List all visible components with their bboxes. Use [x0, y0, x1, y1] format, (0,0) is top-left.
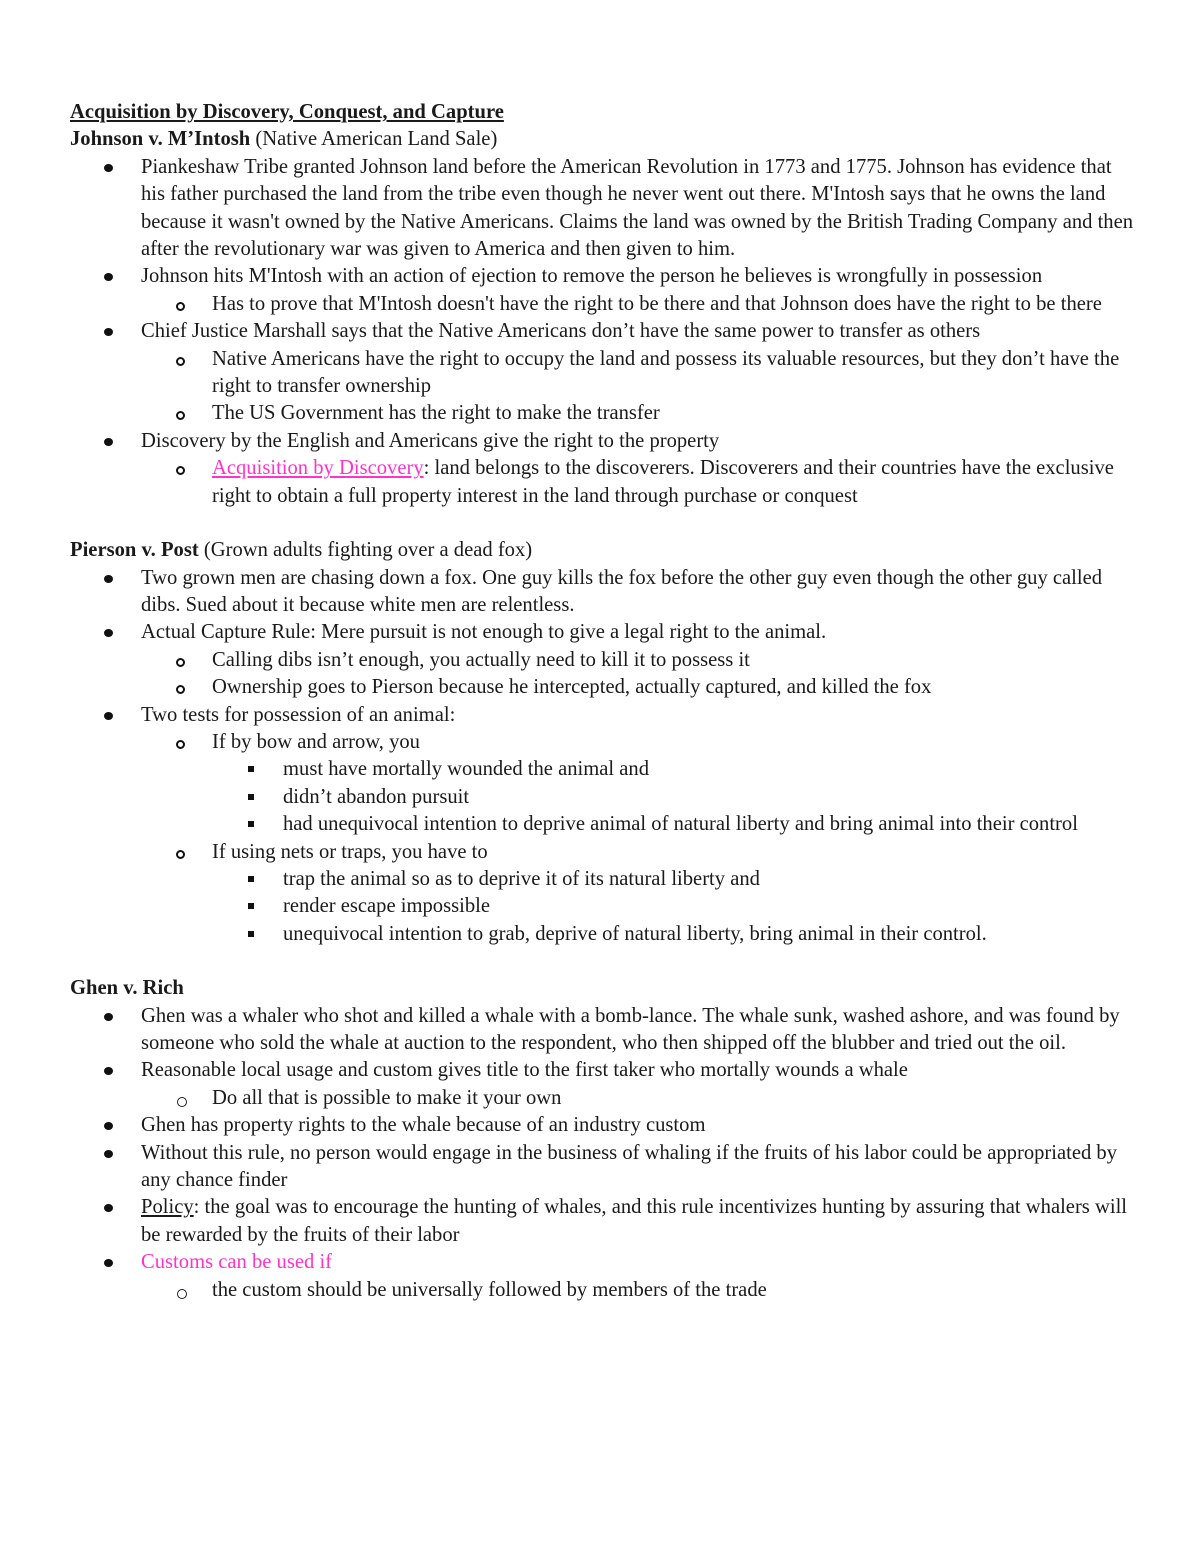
case-pierson [70, 537, 1140, 948]
list-item [141, 400, 1140, 427]
sub-list [141, 455, 1140, 510]
circle-bullet-icon [176, 740, 185, 749]
list-item [141, 729, 1140, 839]
case-heading-pierson [70, 537, 1140, 564]
list-item-text: Has to prove that M'Intosh doesn't have the right to be there and that Johnson does have the right to be there [212, 292, 1102, 315]
bullet-icon [104, 1150, 113, 1158]
circle-bullet-icon [176, 302, 185, 311]
bullet-icon [104, 328, 113, 336]
list-item-text: If using nets or traps, you have to [212, 840, 488, 863]
circle-bullet-icon [176, 466, 185, 475]
square-bullet-icon [248, 766, 254, 772]
square-bullet-icon [248, 794, 254, 800]
list-item-text: : land belongs to the discoverers. Discoverers and their countries have the exclusive right to obtain a full property interest in the land through purchase or conquest [212, 457, 1114, 507]
sub-list [141, 1277, 1140, 1304]
list-item [141, 647, 1140, 674]
case-heading-ghen [70, 975, 1140, 1002]
list-item [141, 1277, 1140, 1304]
bullet-icon [104, 712, 113, 720]
list-item [70, 1140, 1140, 1195]
list-item-text: Two grown men are chasing down a fox. One guy kills the fox before the other guy even though the other guy called dibs. Sued about it because white men are relentless. [141, 566, 1103, 616]
list-item-text: The US Government has the right to make the transfer [212, 402, 660, 425]
list-item-text: unequivocal intention to grab, deprive of natural liberty, bring animal in their control. [283, 922, 987, 945]
list-item [70, 428, 1140, 510]
bullet-list [70, 1003, 1140, 1304]
case-heading-johnson [70, 126, 1140, 153]
list-item-text: Without this rule, no person would engage in the business of whaling if the fruits of his labor could be appropriated by any chance finder [141, 1141, 1118, 1192]
list-item-text: Two tests for possession of an animal: [141, 703, 456, 726]
list-item [212, 784, 1140, 811]
list-item [141, 1085, 1140, 1112]
list-item [212, 921, 1140, 948]
list-item-text: Johnson hits M'Intosh with an action of ejection to remove the person he believes is wrongfully in possession [141, 265, 1043, 288]
list-item [70, 154, 1140, 264]
list-item [70, 1194, 1140, 1249]
list-item-text: : the goal was to encourage the hunting of whales, and this rule incentivizes hunting by assuring that whalers will be rewarded by the fruits of their labor [141, 1196, 1128, 1246]
document-page [70, 99, 1140, 1304]
list-item [70, 1057, 1140, 1112]
document-title: Acquisition by Discovery, Conquest, and Capture [70, 101, 504, 123]
list-item [70, 702, 1140, 949]
sub-sub-list [212, 756, 1140, 838]
bullet-icon [104, 1204, 113, 1212]
sub-list [141, 346, 1140, 428]
list-item-text: Ownership goes to Pierson because he intercepted, actually captured, and killed the fox [212, 676, 932, 699]
case-subtitle: (Native American Land Sale) [255, 128, 498, 151]
list-item-text: Discovery by the English and Americans give the right to the property [141, 429, 720, 452]
list-item-text: Ghen was a whaler who shot and killed a whale with a bomb-lance. The whale sunk, washed ashore, and was found by someone who sold the whale at auction to the respondent, who then shipped off the blubber and tried out the oil. [141, 1004, 1120, 1054]
list-item-text: the custom should be universally followed by members of the trade [212, 1278, 767, 1301]
list-item [141, 674, 1140, 701]
bullet-icon [104, 438, 113, 446]
highlighted-text: Customs can be used if [141, 1251, 333, 1274]
list-item-text: Chief Justice Marshall says that the Native Americans don’t have the same power to transfer as others [141, 320, 981, 343]
list-item [70, 1112, 1140, 1139]
case-name: Pierson v. Post [70, 539, 199, 562]
sub-list [141, 291, 1140, 318]
case-ghen [70, 975, 1140, 1304]
list-item [141, 455, 1140, 510]
circle-bullet-icon [176, 850, 185, 859]
list-item [70, 263, 1140, 318]
list-item-text: Native Americans have the right to occupy the land and possess its valuable resources, but they don’t have the right to transfer ownership [212, 347, 1120, 398]
policy-term: Policy [141, 1196, 194, 1219]
bullet-icon [104, 629, 113, 637]
bullet-icon [104, 1013, 113, 1021]
bullet-icon [104, 575, 113, 583]
list-item-text: render escape impossible [283, 895, 491, 918]
list-item [70, 565, 1140, 620]
circle-bullet-icon [176, 685, 185, 694]
bullet-list [70, 154, 1140, 510]
circle-bullet-icon [177, 1289, 187, 1299]
list-item [70, 1249, 1140, 1304]
list-item-text: Piankeshaw Tribe granted Johnson land before the American Revolution in 1773 and 1775. Johnson has evidence that his father purchased the land from the tribe even though he never went out there. M'Intosh says that he owns the land because it wasn't owned by the Native Americans. Claims the land was owned by the British Trading Company and then after the revolutionary war was given to America and then given to him. [141, 155, 1134, 261]
square-bullet-icon [248, 876, 254, 882]
bullet-icon [104, 1259, 113, 1267]
list-item [212, 893, 1140, 920]
bullet-list [70, 565, 1140, 949]
list-item-text: had unequivocal intention to deprive animal of natural liberty and bring animal into their control [283, 813, 1078, 836]
circle-bullet-icon [176, 357, 185, 366]
case-johnson [70, 126, 1140, 510]
list-item [70, 318, 1140, 428]
list-item [70, 1003, 1140, 1058]
list-item [212, 866, 1140, 893]
circle-bullet-icon [176, 411, 185, 420]
list-item-text: Reasonable local usage and custom gives title to the first taker who mortally wounds a whale [141, 1059, 908, 1082]
list-item-text: Calling dibs isn’t enough, you actually need to kill it to possess it [212, 648, 750, 671]
list-item-text: Do all that is possible to make it your own [212, 1086, 562, 1109]
square-bullet-icon [248, 903, 254, 909]
square-bullet-icon [248, 821, 254, 827]
list-item-text: didn’t abandon pursuit [283, 785, 470, 808]
bullet-icon [104, 1067, 113, 1075]
list-item-text: trap the animal so as to deprive it of its natural liberty and [283, 867, 760, 890]
list-item [141, 839, 1140, 949]
circle-bullet-icon [176, 658, 185, 667]
sub-list [141, 729, 1140, 948]
case-name: Ghen v. Rich [70, 977, 184, 1000]
definition-term-link[interactable]: Acquisition by Discovery [212, 457, 424, 480]
square-bullet-icon [248, 931, 254, 937]
list-item-text: Actual Capture Rule: Mere pursuit is not enough to give a legal right to the animal. [141, 621, 827, 644]
list-item [212, 756, 1140, 783]
sub-sub-list [212, 866, 1140, 948]
list-item [212, 811, 1140, 838]
list-item [141, 291, 1140, 318]
list-item-text: must have mortally wounded the animal and [283, 758, 650, 781]
bullet-icon [104, 273, 113, 281]
sub-list [141, 1085, 1140, 1112]
case-subtitle: (Grown adults fighting over a dead fox) [203, 539, 533, 562]
case-name: Johnson v. M’Intosh [70, 128, 251, 151]
list-item-text: If by bow and arrow, you [212, 730, 420, 753]
bullet-icon [104, 164, 113, 172]
bullet-icon [104, 1122, 113, 1130]
list-item [70, 619, 1140, 701]
circle-bullet-icon [177, 1097, 187, 1107]
sub-list [141, 647, 1140, 702]
list-item [141, 346, 1140, 401]
list-item-text: Ghen has property rights to the whale because of an industry custom [141, 1114, 706, 1137]
